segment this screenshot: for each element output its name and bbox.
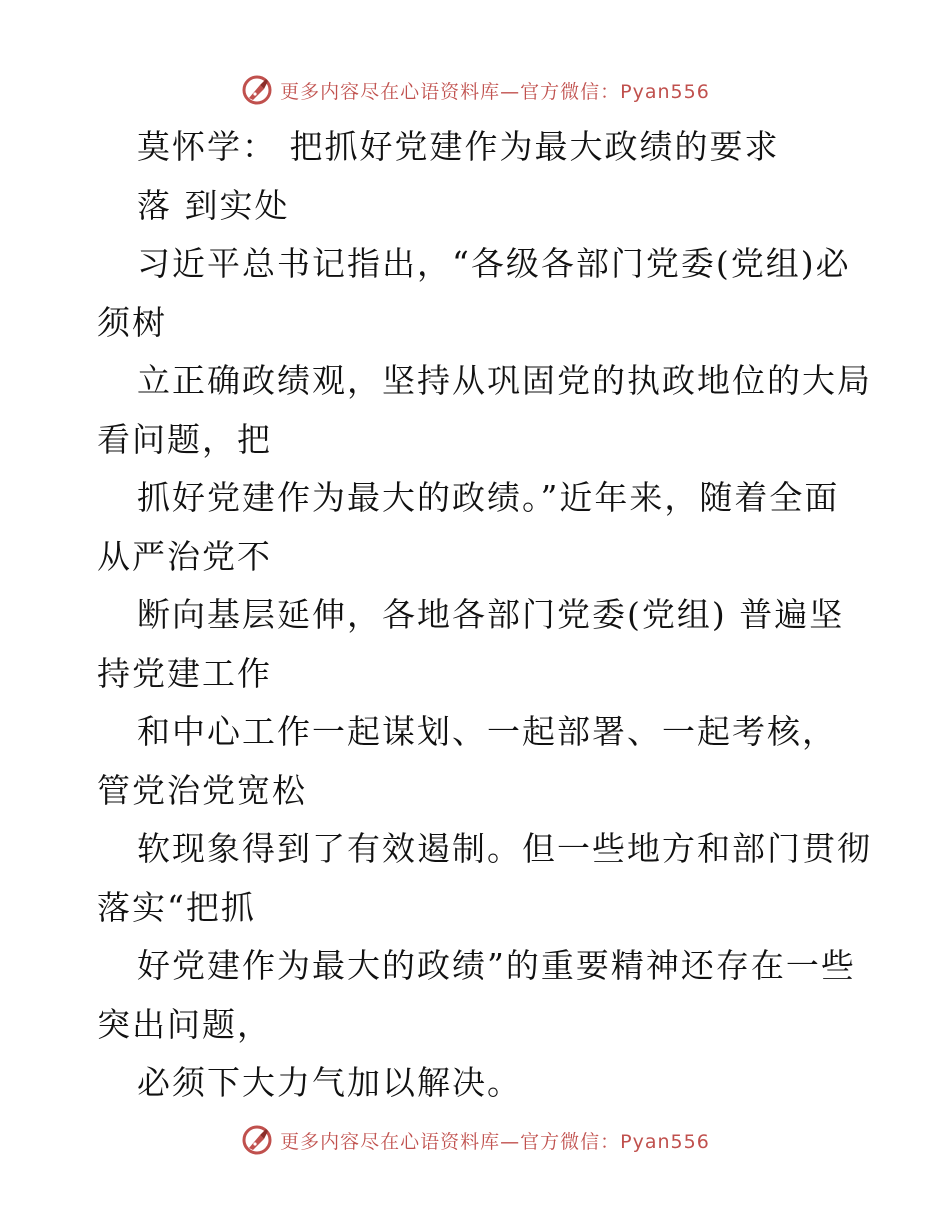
text-line: 突出问题，	[97, 1004, 272, 1044]
text-line: 管党治党宽松	[97, 770, 307, 810]
text-line: 持党建工作	[97, 653, 272, 693]
text-line: 须树	[97, 302, 167, 342]
text-line: 抓好党建作为最大的政绩。”近年来，随着全面	[137, 478, 840, 517]
header-banner	[0, 70, 950, 110]
pen-nib-logo-icon	[240, 73, 274, 107]
text-line: 必须下大力气加以解决。	[137, 1063, 522, 1102]
pen-nib-logo-icon	[240, 1123, 274, 1157]
text-line: 从严治党不	[97, 536, 272, 576]
document-body	[97, 118, 872, 1113]
text-line: 和中心工作一起谋划、一起部署、一起考核，	[137, 712, 837, 751]
footer-banner-text: 更多内容尽在心语资料库—官方微信：Pyan556	[280, 1130, 710, 1153]
text-line: 看问题，把	[97, 419, 272, 459]
text-line: 习近平总书记指出，“各级各部门党委(党组)必	[137, 244, 851, 283]
text-line: 莫怀学： 把抓好党建作为最大政绩的要求	[137, 127, 780, 166]
text-line: 落实“把抓	[97, 887, 256, 927]
text-line: 断向基层延伸，各地各部门党委(党组) 普遍坚	[137, 595, 845, 634]
text-line: 落 到实处	[137, 185, 290, 225]
footer-banner	[0, 1120, 950, 1160]
text-line: 好党建作为最大的政绩”的重要精神还存在一些	[137, 946, 856, 985]
text-line: 立正确政绩观，坚持从巩固党的执政地位的大局	[137, 361, 872, 400]
text-line: 软现象得到了有效遏制。但一些地方和部门贯彻	[137, 829, 872, 868]
header-banner-text: 更多内容尽在心语资料库—官方微信：Pyan556	[280, 80, 710, 103]
